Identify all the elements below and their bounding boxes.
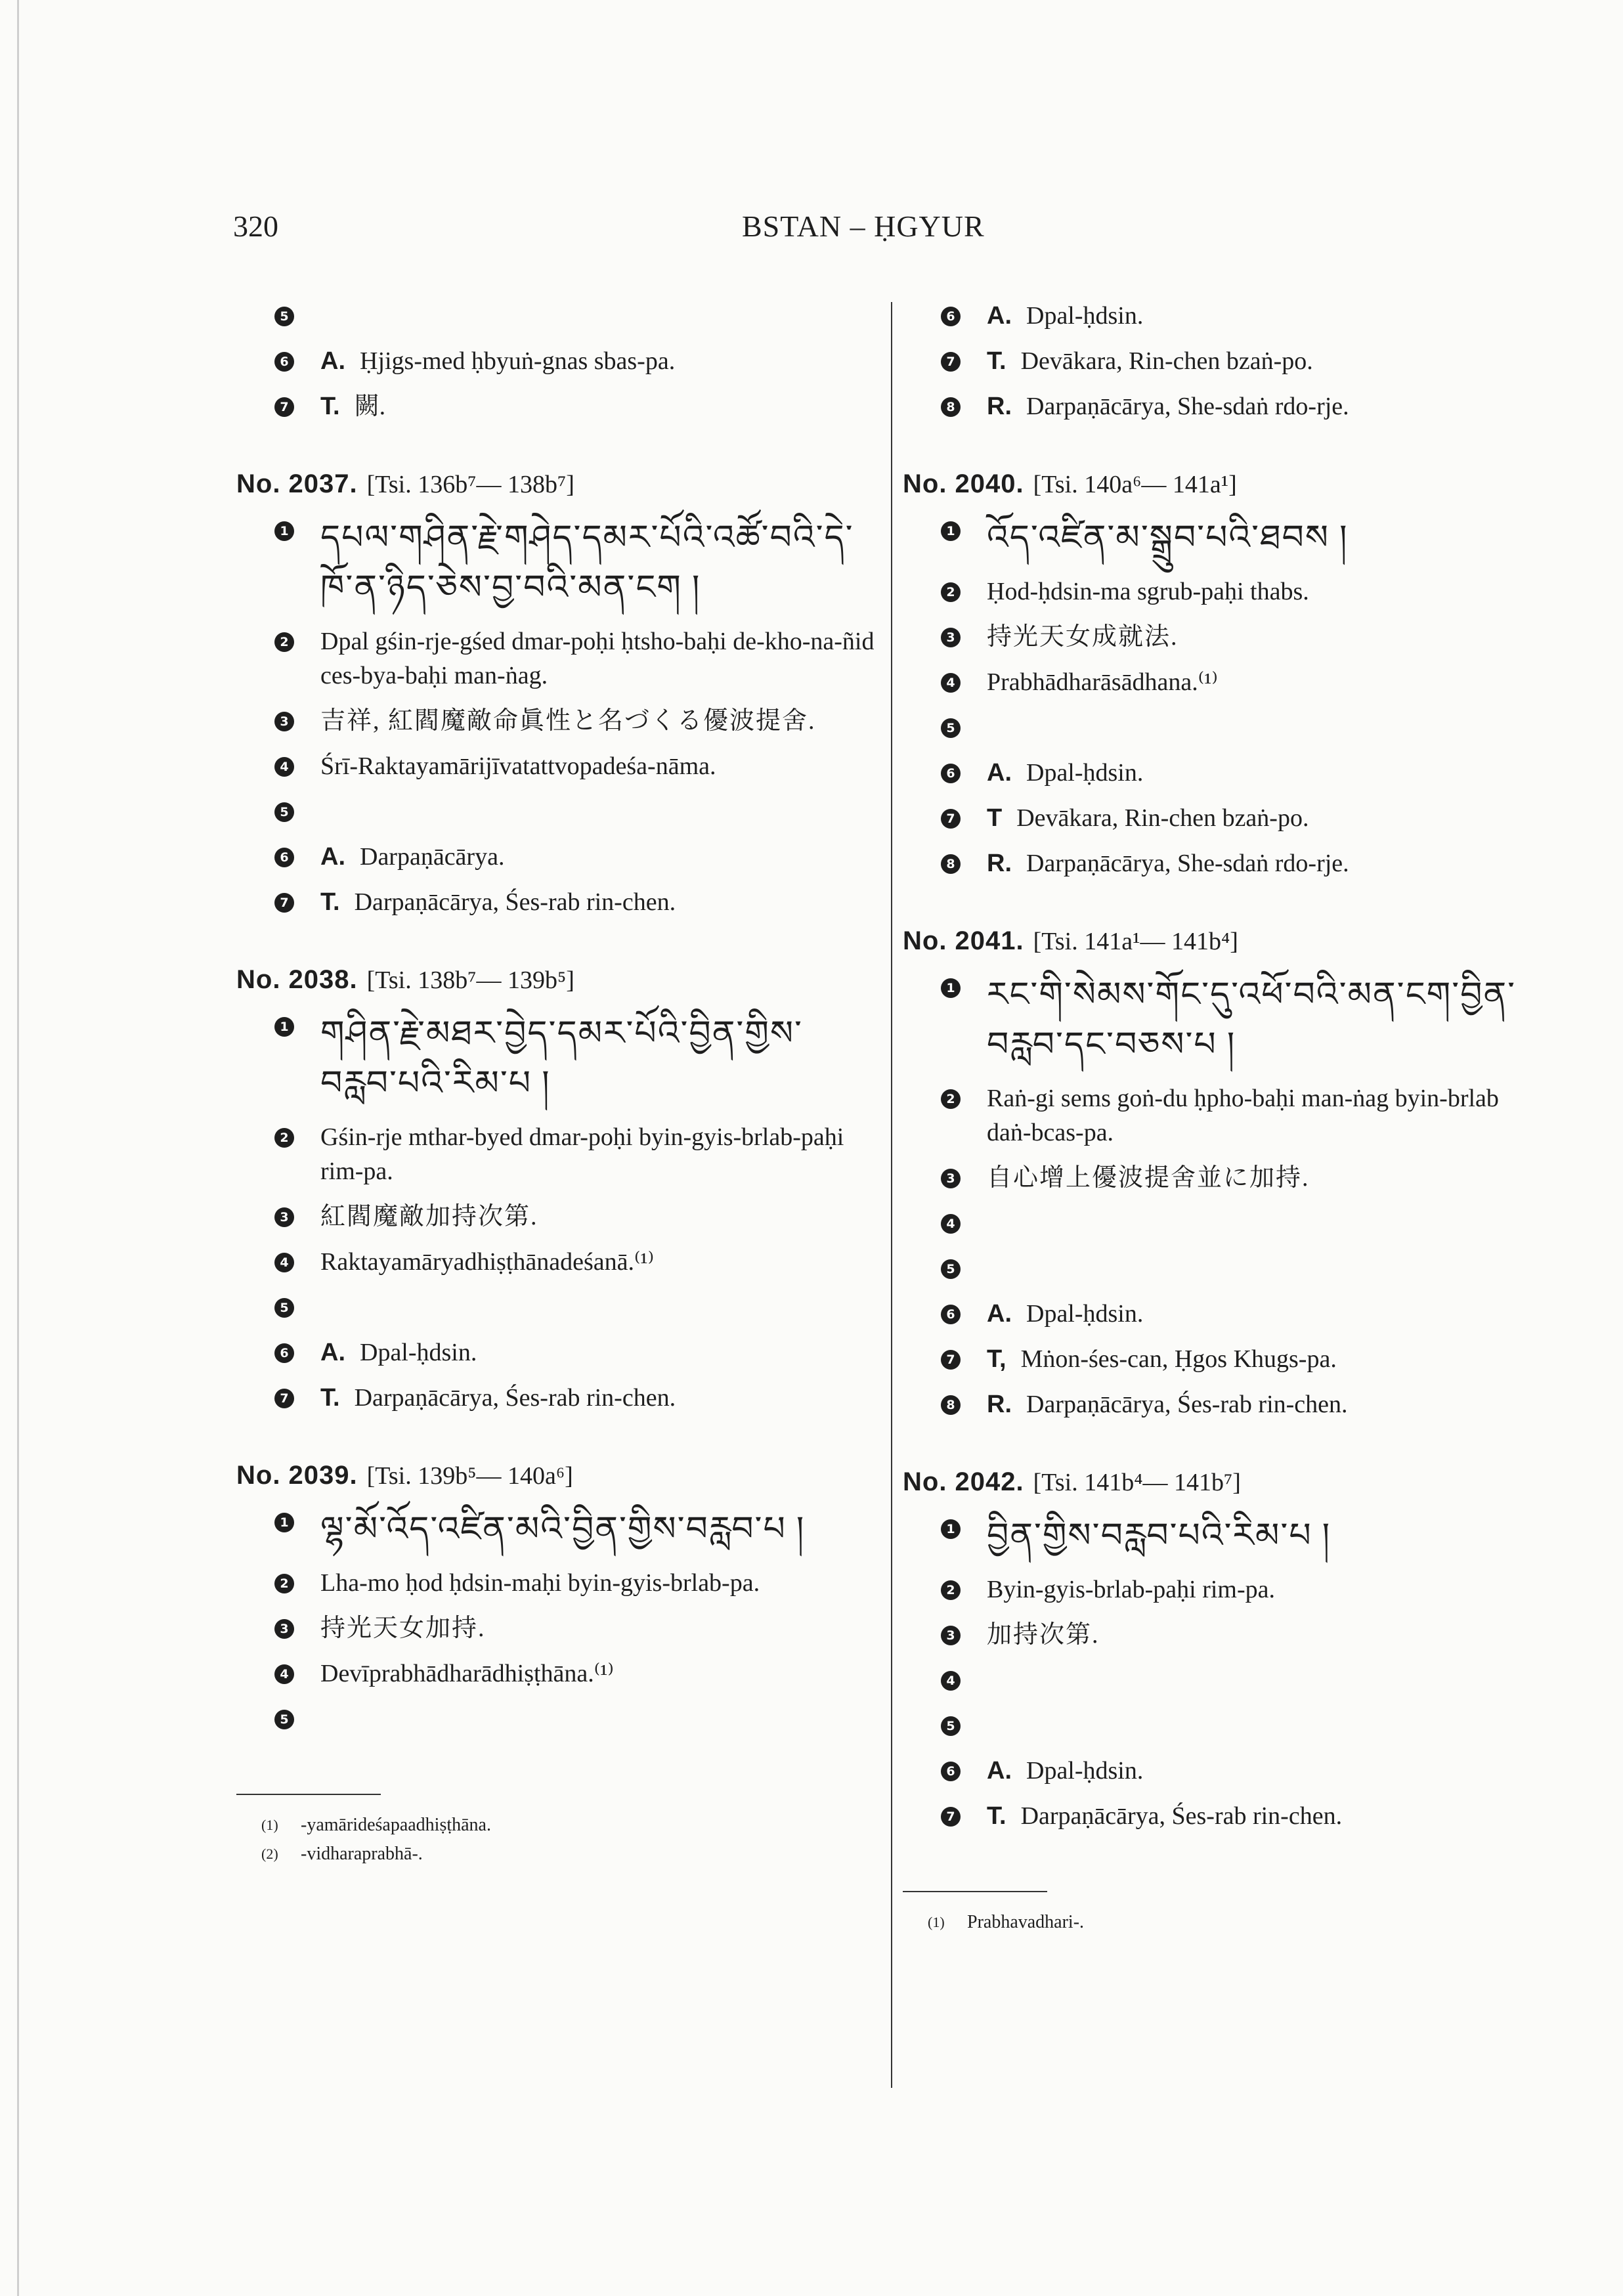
- field-label: A.: [987, 1757, 1012, 1785]
- entry-number: No. 2039.: [236, 1461, 358, 1490]
- field-text: [987, 1297, 1546, 1331]
- field-text: [987, 801, 1546, 835]
- field-number-badge: 5: [274, 307, 294, 326]
- left-entries: [236, 467, 876, 1736]
- left-column: [236, 299, 876, 1869]
- field-number-badge: 2: [274, 1574, 294, 1593]
- field-text: [320, 513, 876, 613]
- entry-number: No. 2040.: [903, 469, 1024, 498]
- field-text: [987, 1387, 1546, 1421]
- entry-heading: [236, 963, 876, 997]
- field-row: [236, 1335, 876, 1370]
- field-text: [320, 1200, 876, 1234]
- folio-reference: [Tsi. 140a⁶— 141a¹]: [1033, 471, 1237, 498]
- field-value: གཤིན་རྗེ་མཐར་བྱེད་དམར་པོའི་བྱིན་གྱིས་བརླབ་པའི་རིམ་པ །: [320, 1015, 803, 1102]
- catalog-entry: [903, 1465, 1546, 1833]
- field-value: 持光天女加持.: [320, 1614, 486, 1642]
- footnote-text: -vidharaprabhā-.: [301, 1844, 423, 1864]
- field-number-badge: 6: [941, 1762, 961, 1781]
- field-value: 紅閻魔敵加持次第.: [320, 1203, 538, 1230]
- entry-heading: [236, 467, 876, 502]
- field-value: Dpal-ḥdsin.: [1026, 759, 1144, 787]
- field-number-badge: 5: [274, 1298, 294, 1318]
- field-row: [236, 1611, 876, 1645]
- footnote-rule: [236, 1794, 381, 1795]
- field-row: [903, 574, 1546, 609]
- field-number-badge: 6: [274, 1343, 294, 1363]
- field-number-badge: 3: [941, 1626, 961, 1645]
- field-number-badge: 7: [274, 1389, 294, 1408]
- field-value: Dpal-ḥdsin.: [1026, 1757, 1144, 1785]
- field-row: [903, 513, 1546, 563]
- field-text: [987, 756, 1546, 790]
- entry-heading: [903, 924, 1546, 959]
- field-number-badge: 1: [274, 1017, 294, 1037]
- footnote-rule: [903, 1891, 1047, 1892]
- field-number-badge: 6: [941, 307, 961, 326]
- footnote: [236, 1811, 876, 1840]
- field-text: [320, 1611, 876, 1645]
- field-row: [236, 1702, 876, 1736]
- field-text: [987, 1161, 1546, 1195]
- field-row: [903, 1754, 1546, 1788]
- field-row: [236, 840, 876, 874]
- field-value: Ḥod-ḥdsin-ma sgrub-paḥi thabs.: [987, 578, 1309, 605]
- field-row: [903, 1297, 1546, 1331]
- field-label: T.: [320, 888, 340, 916]
- field-value: Gśin-rje mthar-byed dmar-poḥi byin-gyis-brlab-paḥi rim-pa.: [320, 1123, 844, 1185]
- field-number-badge: 3: [274, 712, 294, 731]
- field-text: [320, 344, 876, 378]
- field-label: T.: [987, 347, 1006, 375]
- footnote-mark: (2): [261, 1846, 278, 1862]
- field-text: [320, 885, 876, 919]
- field-text: [320, 704, 876, 738]
- entry-number: No. 2038.: [236, 965, 358, 994]
- field-number-badge: 2: [941, 1089, 961, 1109]
- field-row: [903, 756, 1546, 790]
- field-text: [987, 1342, 1546, 1376]
- right-footnotes: [903, 1908, 1546, 1937]
- field-row: [236, 344, 876, 378]
- field-row: [903, 1708, 1546, 1743]
- field-value: Dpal-ḥdsin.: [1026, 302, 1144, 330]
- field-number-badge: 8: [941, 397, 961, 417]
- field-row: [236, 1505, 876, 1555]
- field-label: T.: [987, 1802, 1006, 1830]
- field-row: [903, 1511, 1546, 1561]
- field-number-badge: 4: [941, 1214, 961, 1234]
- field-text: [987, 1511, 1546, 1561]
- field-row: [903, 1161, 1546, 1195]
- field-row: [236, 513, 876, 613]
- field-value: Ḥjigs-med ḥbyuṅ-gnas sbas-pa.: [360, 347, 676, 375]
- field-text: [320, 1120, 876, 1188]
- field-number-badge: 2: [274, 632, 294, 652]
- field-number-badge: 6: [274, 848, 294, 867]
- left-footnotes: [236, 1811, 876, 1869]
- entry-heading: [236, 1458, 876, 1493]
- field-text: [320, 1335, 876, 1370]
- field-value: Devīprabhādharādhiṣṭhāna.⁽¹⁾: [320, 1660, 614, 1687]
- field-row: [236, 794, 876, 829]
- field-number-badge: 1: [941, 521, 961, 541]
- page-number: 320: [233, 209, 278, 243]
- field-number-badge: 7: [941, 1807, 961, 1827]
- field-number-badge: 7: [274, 397, 294, 417]
- field-number-badge: 3: [274, 1619, 294, 1639]
- field-label: A.: [320, 843, 345, 871]
- entry-number: No. 2037.: [236, 469, 358, 498]
- field-value: Darpaṇācārya, Śes-rab rin-chen.: [1020, 1802, 1343, 1830]
- field-text: [987, 1754, 1546, 1788]
- folio-reference: [Tsi. 136b⁷— 138b⁷]: [366, 471, 574, 498]
- field-value: Śrī-Raktayamārijīvatattvopadeśa-nāma.: [320, 752, 716, 780]
- field-text: [987, 344, 1546, 378]
- field-value: Byin-gyis-brlab-paḥi rim-pa.: [987, 1576, 1276, 1603]
- field-label: A.: [987, 1300, 1012, 1328]
- field-number-badge: 1: [941, 1519, 961, 1539]
- field-text: [987, 1618, 1546, 1652]
- field-value: Raṅ-gi sems goṅ-du ḥpho-baḥi man-ṅag byin-brlab daṅ-bcas-pa.: [987, 1085, 1499, 1146]
- field-number-badge: 3: [941, 1169, 961, 1188]
- field-label: R.: [987, 393, 1012, 420]
- field-text: [987, 1799, 1546, 1833]
- field-number-badge: 2: [274, 1128, 294, 1148]
- field-value: 持光天女成就法.: [987, 623, 1179, 651]
- catalog-entry: [903, 467, 1546, 880]
- field-text: [987, 1081, 1546, 1150]
- field-value: Darpaṇācārya, Śes-rab rin-chen.: [1026, 1391, 1348, 1418]
- field-number-badge: 4: [274, 1253, 294, 1272]
- field-number-badge: 5: [941, 1259, 961, 1279]
- footnote: [236, 1840, 876, 1869]
- field-text: [320, 840, 876, 874]
- field-text: [987, 846, 1546, 880]
- field-value: Devākara, Rin-chen bzaṅ-po.: [1016, 804, 1309, 832]
- field-value: Darpaṇācārya, Śes-rab rin-chen.: [354, 1384, 676, 1412]
- field-row: [903, 1251, 1546, 1286]
- footnote-mark: (1): [928, 1914, 945, 1930]
- field-row: [903, 801, 1546, 835]
- field-text: [320, 1657, 876, 1691]
- field-number-badge: 1: [274, 1513, 294, 1532]
- field-number-badge: 6: [941, 764, 961, 783]
- field-number-badge: 4: [274, 757, 294, 777]
- field-label: A.: [987, 759, 1012, 787]
- field-row: [236, 885, 876, 919]
- field-label: A.: [320, 347, 345, 375]
- field-label: T,: [987, 1345, 1006, 1373]
- right-entries: [903, 467, 1546, 1833]
- field-row: [903, 344, 1546, 378]
- field-label: T.: [320, 393, 340, 420]
- catalog-entry: [236, 1458, 876, 1736]
- field-value: Darpaṇācārya, She-sdaṅ rdo-rje.: [1026, 850, 1349, 877]
- field-value: འོད་འཛིན་མ་སྒྲུབ་པའི་ཐབས །: [987, 519, 1349, 557]
- field-row: [236, 749, 876, 783]
- field-row: [236, 299, 876, 333]
- footnote-text: -yamārideśapaadhiṣṭhāna.: [301, 1815, 491, 1835]
- field-label: R.: [987, 1391, 1012, 1418]
- field-row: [236, 704, 876, 738]
- field-value: Darpaṇācārya, She-sdaṅ rdo-rje.: [1026, 393, 1349, 420]
- field-row: [236, 1245, 876, 1279]
- field-row: [236, 624, 876, 693]
- field-row: [903, 389, 1546, 423]
- field-number-badge: 5: [274, 802, 294, 822]
- catalog-entry: [236, 467, 876, 919]
- field-value: Devākara, Rin-chen bzaṅ-po.: [1020, 347, 1313, 375]
- field-number-badge: 4: [941, 673, 961, 693]
- field-row: [903, 1663, 1546, 1697]
- field-text: [320, 749, 876, 783]
- field-label: R.: [987, 850, 1012, 877]
- field-label: A.: [987, 302, 1012, 330]
- field-text: [987, 513, 1546, 563]
- field-value: Dpal gśin-rje-gśed dmar-poḥi ḥtsho-baḥi de-kho-na-ñid ces-bya-baḥi man-ṅag.: [320, 628, 875, 689]
- field-row: [903, 1799, 1546, 1833]
- field-text: [320, 1505, 876, 1555]
- column-divider: [891, 302, 892, 2088]
- entry-number: No. 2041.: [903, 926, 1024, 955]
- field-row: [236, 1657, 876, 1691]
- field-value: Prabhādharāsādhana.⁽¹⁾: [987, 668, 1218, 696]
- continued-entry: [903, 299, 1546, 423]
- field-number-badge: 3: [941, 628, 961, 647]
- field-row: [903, 710, 1546, 745]
- field-row: [903, 1572, 1546, 1607]
- field-label: A.: [320, 1339, 345, 1366]
- field-value: 闕.: [354, 393, 386, 420]
- field-text: [320, 1381, 876, 1415]
- field-row: [236, 1566, 876, 1600]
- field-text: [987, 970, 1546, 1070]
- field-row: [236, 1120, 876, 1188]
- field-row: [903, 1081, 1546, 1150]
- field-text: [320, 389, 876, 423]
- field-row: [236, 1200, 876, 1234]
- page-header: [233, 209, 1428, 248]
- field-text: [987, 620, 1546, 654]
- catalog-entry: [236, 963, 876, 1415]
- field-row: [236, 1381, 876, 1415]
- continued-entry: [236, 299, 876, 423]
- field-number-badge: 2: [941, 1580, 961, 1600]
- entry-heading: [903, 467, 1546, 502]
- footnote: [903, 1908, 1546, 1937]
- field-number-badge: 7: [274, 893, 294, 913]
- page-edge: [17, 0, 19, 2296]
- footnote-mark: (1): [261, 1817, 278, 1833]
- running-head: BSTAN – ḤGYUR: [742, 209, 985, 243]
- field-number-badge: 7: [941, 352, 961, 372]
- field-text: [987, 574, 1546, 609]
- field-number-badge: 7: [941, 1350, 961, 1370]
- field-number-badge: 5: [941, 718, 961, 738]
- field-number-badge: 3: [274, 1207, 294, 1227]
- field-text: [987, 389, 1546, 423]
- field-row: [903, 1387, 1546, 1421]
- field-row: [903, 970, 1546, 1070]
- field-row: [903, 665, 1546, 699]
- field-row: [236, 1009, 876, 1109]
- field-number-badge: 7: [941, 809, 961, 829]
- field-row: [903, 1342, 1546, 1376]
- field-number-badge: 4: [274, 1664, 294, 1684]
- entry-heading: [903, 1465, 1546, 1500]
- field-number-badge: 2: [941, 582, 961, 602]
- field-value: རང་གི་སེམས་གོང་དུ་འཕོ་བའི་མན་ངག་བྱིན་བརླབ་དང་བཅས་པ །: [987, 976, 1517, 1064]
- field-row: [903, 299, 1546, 333]
- folio-reference: [Tsi. 139b⁵— 140a⁶]: [366, 1462, 573, 1490]
- field-value: Lha-mo ḥod ḥdsin-maḥi byin-gyis-brlab-pa.: [320, 1569, 760, 1597]
- field-number-badge: 8: [941, 854, 961, 874]
- footnote-text: Prabhavadhari-.: [967, 1912, 1085, 1932]
- field-value: བྱིན་གྱིས་བརླབ་པའི་རིམ་པ །: [987, 1517, 1331, 1555]
- field-value: Darpaṇācārya.: [360, 843, 505, 871]
- field-row: [236, 1290, 876, 1324]
- field-text: [987, 665, 1546, 699]
- field-value: Dpal-ḥdsin.: [1026, 1300, 1144, 1328]
- field-value: 吉祥, 紅閻魔敵命眞性と名づくる優波提舍.: [320, 707, 816, 735]
- field-text: [987, 1572, 1546, 1607]
- entry-number: No. 2042.: [903, 1467, 1024, 1496]
- field-number-badge: 5: [941, 1716, 961, 1736]
- folio-reference: [Tsi. 138b⁷— 139b⁵]: [366, 966, 574, 994]
- field-value: Mṅon-śes-can, Ḥgos Khugs-pa.: [1020, 1345, 1337, 1373]
- field-value: 自心增上優波提舍並に加持.: [987, 1164, 1310, 1192]
- field-row: [903, 1206, 1546, 1240]
- field-value: Raktayamāryadhiṣṭhānadeśanā.⁽¹⁾: [320, 1248, 655, 1276]
- field-number-badge: 8: [941, 1395, 961, 1415]
- field-value: Dpal-ḥdsin.: [360, 1339, 477, 1366]
- field-number-badge: 1: [941, 978, 961, 998]
- field-number-badge: 6: [274, 352, 294, 372]
- field-row: [903, 846, 1546, 880]
- field-text: [320, 1009, 876, 1109]
- catalog-entry: [903, 924, 1546, 1421]
- field-number-badge: 5: [274, 1710, 294, 1729]
- field-text: [987, 299, 1546, 333]
- field-row: [903, 1618, 1546, 1652]
- folio-reference: [Tsi. 141a¹— 141b⁴]: [1033, 928, 1238, 955]
- field-number-badge: 4: [941, 1671, 961, 1691]
- folio-reference: [Tsi. 141b⁴— 141b⁷]: [1033, 1469, 1241, 1496]
- field-row: [236, 389, 876, 423]
- field-text: [320, 299, 876, 333]
- field-number-badge: 1: [274, 521, 294, 541]
- field-value: 加持次第.: [987, 1621, 1100, 1649]
- field-text: [320, 1245, 876, 1279]
- field-text: [320, 1566, 876, 1600]
- field-value: ལྷ་མོ་འོད་འཛིན་མའི་བྱིན་གྱིས་བརླབ་པ །: [320, 1511, 806, 1548]
- field-value: Darpaṇācārya, Śes-rab rin-chen.: [354, 888, 676, 916]
- right-column: [903, 299, 1546, 1937]
- field-label: T: [987, 804, 1003, 832]
- field-text: [320, 624, 876, 693]
- field-label: T.: [320, 1384, 340, 1412]
- field-value: དཔལ་གཤིན་རྗེ་གཤེད་དམར་པོའི་འཚོ་བའི་དེ་ཁོ་ན་ཉིད་ཅེས་བྱ་བའི་མན་ངག །: [320, 519, 854, 607]
- field-number-badge: 6: [941, 1305, 961, 1324]
- field-row: [903, 620, 1546, 654]
